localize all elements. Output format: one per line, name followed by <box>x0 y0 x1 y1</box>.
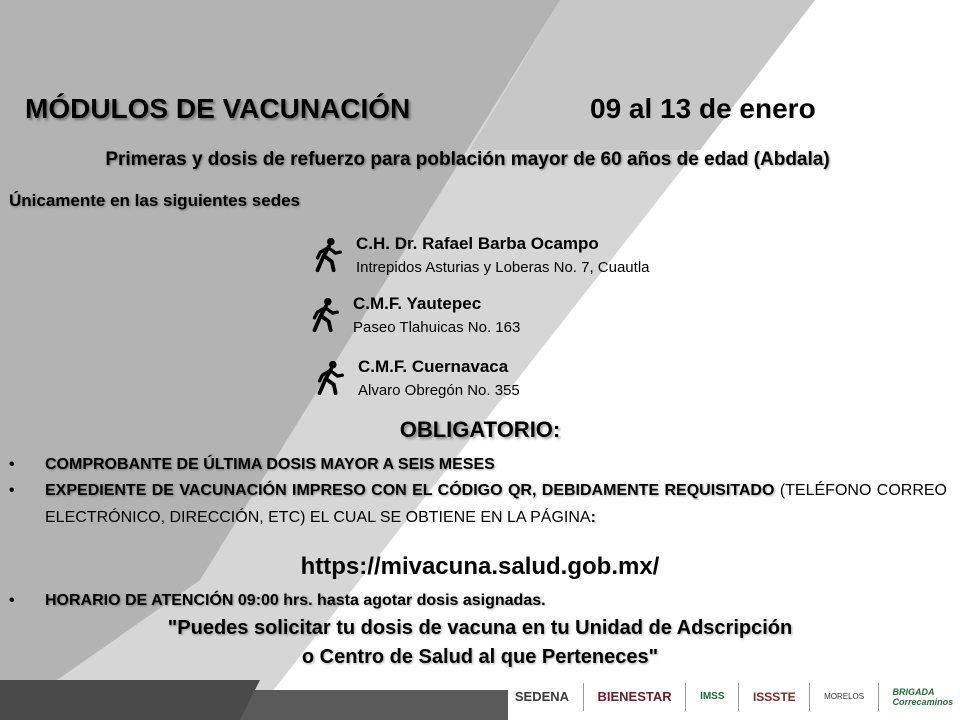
walking-person-icon <box>308 236 346 274</box>
site-address: Intrepidos Asturias y Loberas No. 7, Cuautla <box>356 259 650 276</box>
brigada-top: BRIGADA <box>892 686 935 697</box>
divider <box>738 683 739 711</box>
walking-person-icon <box>305 296 343 334</box>
brigada-logo <box>893 687 954 707</box>
morelos-logo: MORELOS <box>824 692 865 701</box>
subtitle: Primeras y dosis de refuerzo para población mayor de 60 años de edad (Abdala) <box>105 149 830 170</box>
sites-intro: Únicamente en las siguientes sedes <box>9 191 301 210</box>
page-title: MÓDULOS DE VACUNACIÓN <box>25 93 411 124</box>
site-item <box>310 357 520 399</box>
requirement-tail: : <box>590 509 596 526</box>
bullet-icon: • <box>9 482 15 499</box>
requirement-bold: EXPEDIENTE DE VACUNACIÓN IMPRESO CON EL CÓDIGO QR, DEBIDAMENTE REQUISITADO <box>45 482 775 499</box>
closing-quote-line-2: o Centro de Salud al que Perteneces" <box>301 646 659 668</box>
site-item <box>308 234 650 276</box>
walking-person-icon <box>310 359 348 397</box>
list-item <box>9 451 947 478</box>
imss-logo: IMSS <box>700 691 725 702</box>
brigada-bottom: Correcaminos <box>892 696 954 707</box>
divider <box>878 683 879 711</box>
closing-quote-line-1: "Puedes solicitar tu dosis de vacuna en tu Unidad de Adscripción <box>167 617 793 639</box>
requirement-text: (TELÉFONO CORREO ELECTRÓNICO, DIRECCIÓN, ETC) EL CUAL SE OBTIENE EN LA PÁGINA <box>45 482 948 526</box>
bullet-icon: • <box>9 456 15 473</box>
site-address: Paseo Tlahuicas No. 163 <box>353 319 521 336</box>
requirement-bold: HORARIO DE ATENCIÓN 09:00 hrs. hasta agotar dosis asignadas. <box>45 592 546 609</box>
site-item <box>305 294 520 336</box>
date-range: 09 al 13 de enero <box>590 93 816 124</box>
site-name: C.M.F. Cuernavaca <box>358 357 509 376</box>
website-link[interactable]: https://mivacuna.salud.gob.mx/ <box>300 553 660 580</box>
list-item <box>9 477 947 531</box>
issste-logo: ISSSTE <box>752 689 796 704</box>
divider <box>685 683 686 711</box>
divider <box>809 683 810 711</box>
divider <box>583 683 584 711</box>
footer-logos <box>508 673 960 720</box>
site-name: C.H. Dr. Rafael Barba Ocampo <box>356 234 599 253</box>
site-name: C.M.F. Yautepec <box>353 294 482 313</box>
list-item <box>9 587 947 614</box>
requirements-title: OBLIGATORIO: <box>399 417 561 442</box>
bienestar-logo: BIENESTAR <box>597 689 672 704</box>
sedena-logo: SEDENA <box>514 689 570 704</box>
site-address: Alvaro Obregón No. 355 <box>358 382 520 399</box>
requirement-bold: COMPROBANTE DE ÚLTIMA DOSIS MAYOR A SEIS MESES <box>45 456 495 473</box>
bullet-icon: • <box>9 592 15 609</box>
